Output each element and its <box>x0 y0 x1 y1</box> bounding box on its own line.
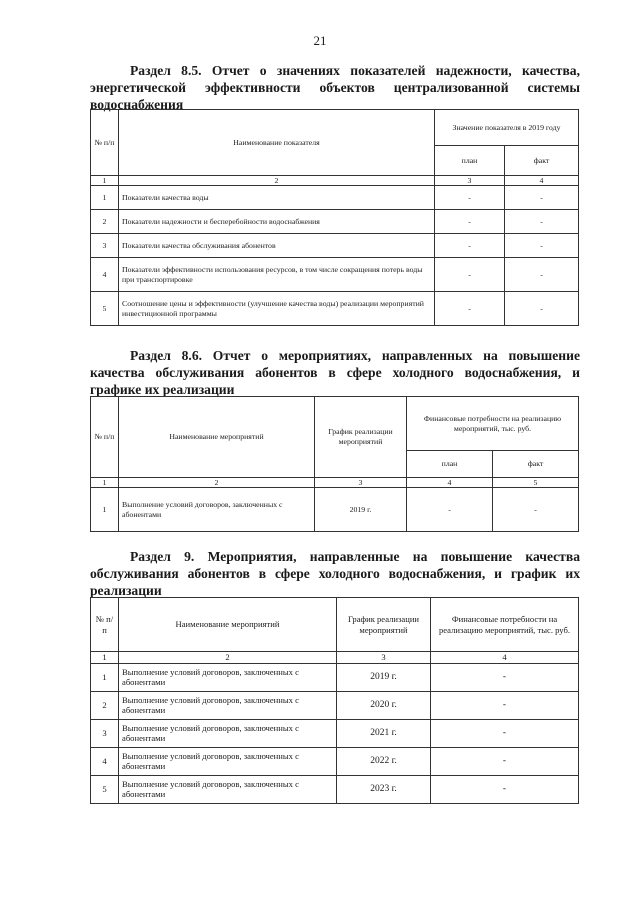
col-num-header: № п/п <box>91 110 119 176</box>
index-cell: 3 <box>315 478 407 488</box>
row-fact: - <box>505 234 579 258</box>
section-9-heading: Раздел 9. Мероприятия, направленные на повышение качества обслуживания абонентов в сфере холодного водоснабжения, и график их реализации <box>90 549 580 598</box>
row-schedule: 2019 г. <box>315 488 407 532</box>
row-plan: - <box>435 186 505 210</box>
col-plan-header: план <box>407 451 493 478</box>
section-8-6-heading: Раздел 8.6. Отчет о мероприятиях, направленных на повышение качества обслуживания абонентов в сфере холодного водоснабжения, и графике их реализации <box>90 348 580 397</box>
measures-report-table <box>90 396 579 532</box>
col-fact-header: факт <box>505 146 579 176</box>
row-num: 2 <box>91 691 119 719</box>
row-fact: - <box>493 488 579 532</box>
row-fact: - <box>505 186 579 210</box>
col-name-header: Наименование мероприятий <box>119 397 315 478</box>
table-row <box>91 691 579 719</box>
table-row <box>91 292 579 326</box>
row-name: Показатели надежности и бесперебойности водоснабжения <box>119 210 435 234</box>
col-fact-header: факт <box>493 451 579 478</box>
table-row <box>91 719 579 747</box>
row-name: Выполнение условий договоров, заключенных с абонентами <box>119 775 337 803</box>
row-plan: - <box>435 210 505 234</box>
col-plan-header: план <box>435 146 505 176</box>
row-finance: - <box>431 663 579 691</box>
row-plan: - <box>435 258 505 292</box>
col-schedule-header: График реализации мероприятий <box>315 397 407 478</box>
row-num: 1 <box>91 488 119 532</box>
measures-plan-table <box>90 597 579 804</box>
index-cell: 2 <box>119 478 315 488</box>
index-cell: 3 <box>435 176 505 186</box>
row-plan: - <box>407 488 493 532</box>
table-row <box>91 186 579 210</box>
index-cell: 5 <box>493 478 579 488</box>
row-num: 4 <box>91 258 119 292</box>
row-name: Выполнение условий договоров, заключенных с абонентами <box>119 747 337 775</box>
col-name-header: Наименование мероприятий <box>119 598 337 652</box>
col-name-header: Наименование показателя <box>119 110 435 176</box>
col-value-header: Значение показателя в 2019 году <box>435 110 579 146</box>
row-num: 3 <box>91 234 119 258</box>
row-name: Показатели эффективности использования ресурсов, в том числе сокращения потерь воды при транспортировке <box>119 258 435 292</box>
row-finance: - <box>431 747 579 775</box>
row-fact: - <box>505 258 579 292</box>
indicators-table <box>90 109 579 326</box>
row-num: 1 <box>91 186 119 210</box>
row-finance: - <box>431 719 579 747</box>
row-name: Выполнение условий договоров, заключенных с абонентами <box>119 691 337 719</box>
index-cell: 3 <box>337 652 431 664</box>
table-row <box>91 258 579 292</box>
row-fact: - <box>505 292 579 326</box>
row-schedule: 2023 г. <box>337 775 431 803</box>
row-num: 5 <box>91 292 119 326</box>
row-name: Выполнение условий договоров, заключенных с абонентами <box>119 488 315 532</box>
table-row <box>91 234 579 258</box>
row-plan: - <box>435 234 505 258</box>
table-row <box>91 210 579 234</box>
row-name: Выполнение условий договоров, заключенных с абонентами <box>119 719 337 747</box>
row-schedule: 2021 г. <box>337 719 431 747</box>
row-schedule: 2020 г. <box>337 691 431 719</box>
col-finance-header: Финансовые потребности на реализацию мероприятий, тыс. руб. <box>431 598 579 652</box>
index-cell: 4 <box>431 652 579 664</box>
index-cell: 4 <box>407 478 493 488</box>
col-num-header: № п/п <box>91 598 119 652</box>
row-num: 3 <box>91 719 119 747</box>
row-num: 4 <box>91 747 119 775</box>
row-fact: - <box>505 210 579 234</box>
index-cell: 1 <box>91 176 119 186</box>
col-num-header: № п/п <box>91 397 119 478</box>
page-number: 21 <box>313 33 327 48</box>
table-row <box>91 488 579 532</box>
table-row <box>91 663 579 691</box>
table-row <box>91 775 579 803</box>
index-cell: 1 <box>91 478 119 488</box>
row-plan: - <box>435 292 505 326</box>
row-num: 1 <box>91 663 119 691</box>
row-num: 2 <box>91 210 119 234</box>
row-name: Показатели качества обслуживания абонентов <box>119 234 435 258</box>
section-8-5-heading: Раздел 8.5. Отчет о значениях показателей надежности, качества, энергетической эффективности объектов централизованной системы водоснабжения <box>90 63 580 112</box>
index-cell: 2 <box>119 652 337 664</box>
row-name: Соотношение цены и эффективности (улучшение качества воды) реализации мероприятий инвестиционной программы <box>119 292 435 326</box>
row-schedule: 2022 г. <box>337 747 431 775</box>
table-row <box>91 747 579 775</box>
index-cell: 2 <box>119 176 435 186</box>
row-name: Выполнение условий договоров, заключенных с абонентами <box>119 663 337 691</box>
row-schedule: 2019 г. <box>337 663 431 691</box>
row-finance: - <box>431 775 579 803</box>
row-finance: - <box>431 691 579 719</box>
col-finance-header: Финансовые потребности на реализацию мероприятий, тыс. руб. <box>407 397 579 451</box>
row-name: Показатели качества воды <box>119 186 435 210</box>
col-schedule-header: График реализации мероприятий <box>337 598 431 652</box>
row-num: 5 <box>91 775 119 803</box>
index-cell: 4 <box>505 176 579 186</box>
index-cell: 1 <box>91 652 119 664</box>
